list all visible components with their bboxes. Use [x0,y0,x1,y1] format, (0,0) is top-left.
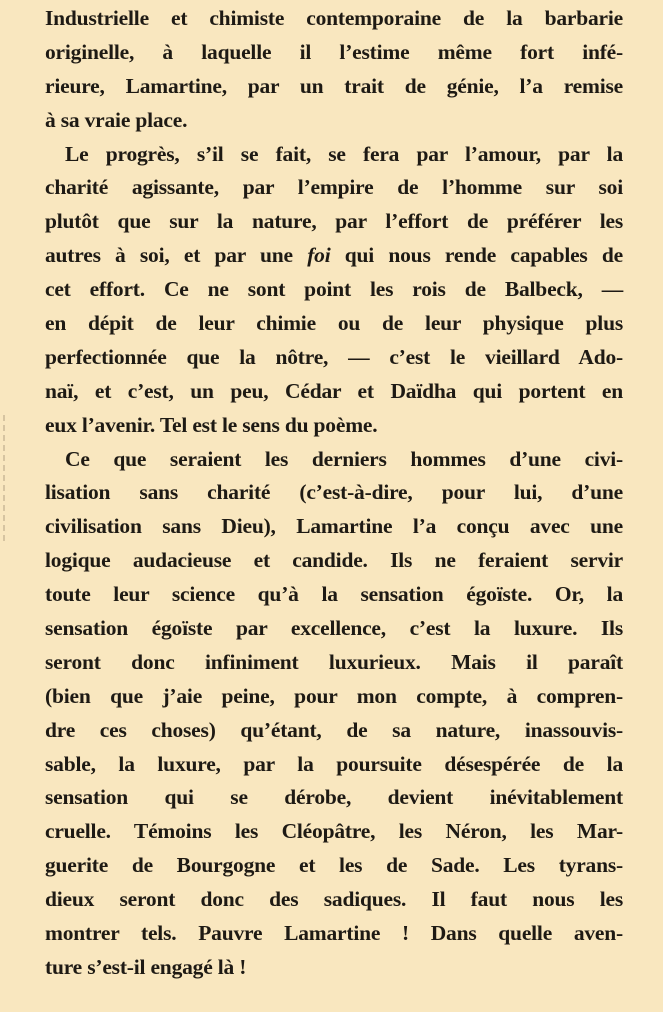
margin-mark [3,415,5,545]
text-line: en dépit de leur chimie ou de leur physique plus [45,311,623,336]
paragraph-1 [45,2,623,138]
text-line: montrer tels. Pauvre Lamartine ! Dans quelle aven- [45,921,623,946]
text-segment: qui nous rende capables de [330,243,624,268]
text-line: à sa vraie place. [45,107,188,132]
text-line-with-italic [45,239,623,273]
text-segment: autres à soi, et par une [45,243,308,268]
text-line: naï, et c’est, un peu, Cédar et Daïdha qui portent en [45,378,623,403]
text-line: sable, la luxure, par la poursuite désespérée de la [45,751,623,776]
paragraph-3 [45,443,623,985]
text-line: originelle, à laquelle il l’estime même fort infé- [45,39,623,64]
text-line: Industrielle et chimiste contemporaine de la barbarie [45,6,623,30]
text-body [45,2,623,985]
text-line: ture s’est-il engagé là ! [45,954,247,979]
text-line: cet effort. Ce ne sont point les rois de Balbeck, — [45,277,623,302]
text-line: toute leur science qu’à la sensation égoïste. Or, la [45,582,623,607]
text-line: logique audacieuse et candide. Ils ne feraient servir [45,548,623,573]
text-line: civilisation sans Dieu), Lamartine l’a conçu avec une [45,514,623,539]
italic-word: foi [307,243,331,268]
text-line: charité agissante, par l’empire de l’homme sur soi [45,175,623,200]
text-line: eux l’avenir. Tel est le sens du poème. [45,412,378,437]
text-line: seront donc infiniment luxurieux. Mais il paraît [45,649,623,674]
text-line: plutôt que sur la nature, par l’effort de préférer les [45,209,623,234]
text-line: perfectionnée que la nôtre, — c’est le vieillard Ado- [45,344,623,369]
text-line: sensation égoïste par excellence, c’est la luxure. Ils [45,616,623,641]
text-line: rieure, Lamartine, par un trait de génie, l’a remise [45,73,623,98]
text-line: lisation sans charité (c’est-à-dire, pour lui, d’une [45,480,623,505]
text-line: cruelle. Témoins les Cléopâtre, les Néron, les Mar- [45,819,623,844]
text-line: guerite de Bourgogne et les de Sade. Les tyrans- [45,853,623,878]
text-line: (bien que j’aie peine, pour mon compte, à compren- [45,683,623,708]
text-line: dieux seront donc des sadiques. Il faut nous les [45,887,623,912]
paragraph-2 [45,138,623,443]
text-line: Le progrès, s’il se fait, se fera par l’amour, par la [65,141,623,166]
text-line: dre ces choses) qu’étant, de sa nature, inassouvis- [45,717,623,742]
text-line: Ce que seraient les derniers hommes d’une civi- [65,446,623,471]
text-line: sensation qui se dérobe, devient inévitablement [45,785,623,810]
